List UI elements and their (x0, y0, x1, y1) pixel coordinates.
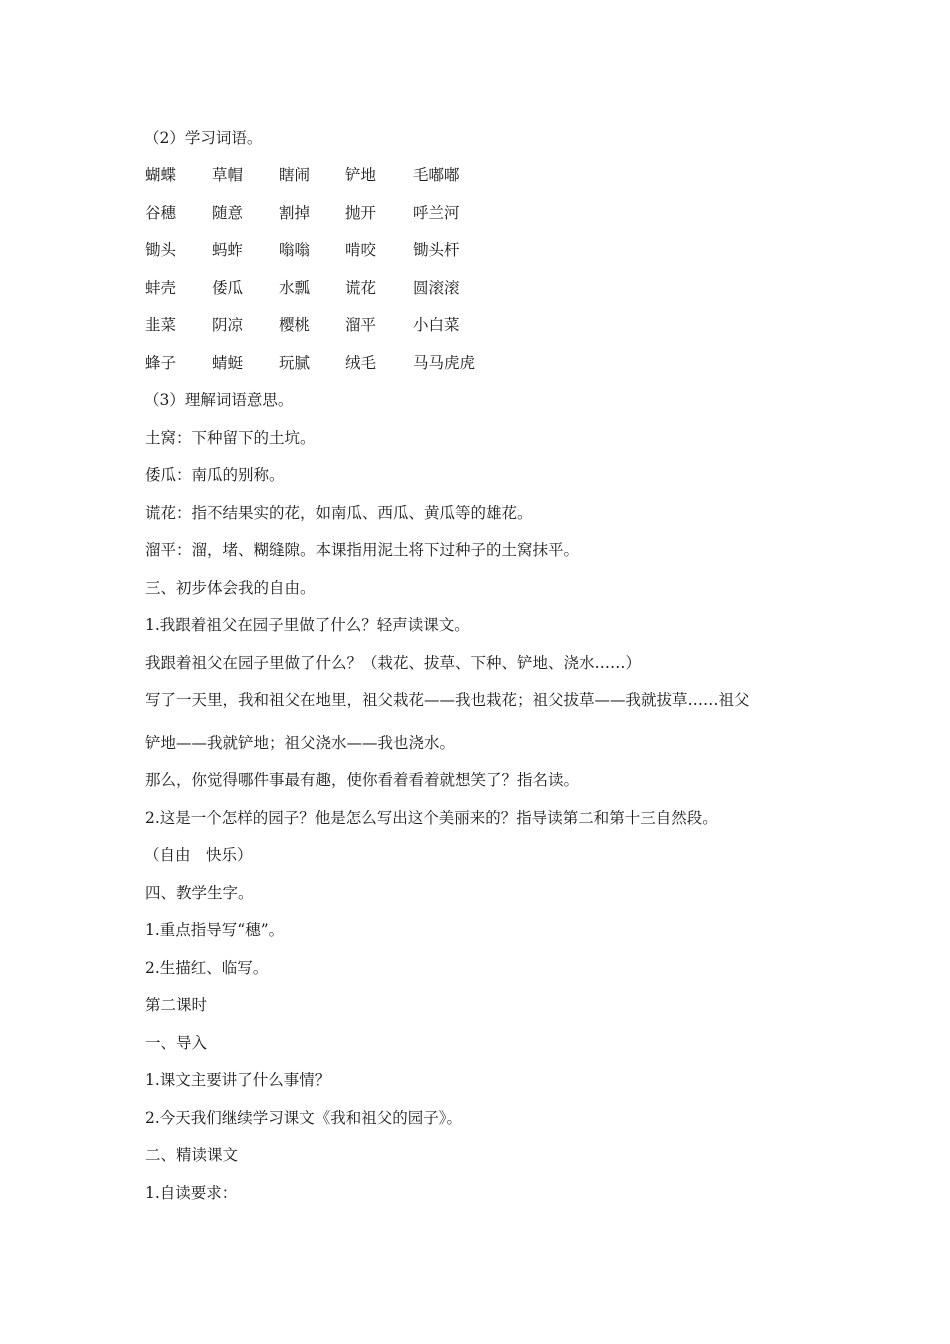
vocab-word: 铲地 (345, 166, 377, 184)
vocab-word: 阴凉 (212, 316, 244, 334)
vocab-word: 谎花 (345, 279, 377, 297)
section-heading: 二、精读课文 (145, 1146, 239, 1164)
definition-line: 溜平：溜，堵、糊缝隙。本课指用泥土将下过种子的土窝抹平。 (145, 541, 580, 559)
paragraph: 1.课文主要讲了什么事情？ (145, 1071, 331, 1089)
vocab-word: 圆滚滚 (413, 279, 460, 297)
vocab-word: 毛嘟嘟 (413, 166, 460, 184)
vocab-word: 瞎闹 (279, 166, 311, 184)
vocab-word: 韭菜 (145, 316, 177, 334)
vocab-word: 锄头杆 (413, 241, 460, 259)
paragraph: （自由 快乐） (144, 846, 253, 864)
vocab-word: 蜻蜓 (212, 354, 244, 372)
vocab-word: 马马虎虎 (413, 354, 476, 372)
paragraph: 2.今天我们继续学习课文《我和祖父的园子》。 (145, 1109, 463, 1127)
vocab-word: 玩腻 (279, 354, 311, 372)
vocab-word: 啃咬 (345, 241, 377, 259)
vocab-word: 蚂蚱 (212, 241, 244, 259)
vocab-word: 割掉 (279, 204, 311, 222)
paragraph: 写了一天里，我和祖父在地里，祖父栽花——我也栽花；祖父拔草——我就拔草……祖父 (145, 691, 750, 709)
vocab-word: 绒毛 (345, 354, 377, 372)
vocab-word: 水瓢 (279, 279, 311, 297)
vocab-word: 谷穗 (145, 204, 177, 222)
paragraph: 1.我跟着祖父在园子里做了什么？轻声读课文。 (145, 616, 470, 634)
vocab-word: 随意 (212, 204, 244, 222)
section-heading: 四、教学生字。 (145, 884, 254, 902)
definition-line: 倭瓜：南瓜的别称。 (145, 466, 285, 484)
paragraph: 1.自读要求： (145, 1184, 238, 1202)
vocab-word: 蚌壳 (145, 279, 177, 297)
paragraph: 铲地——我就铲地；祖父浇水——我也浇水。 (145, 734, 456, 752)
paragraph: 2.生描红、临写。 (145, 959, 269, 977)
vocab-word: 小白菜 (413, 316, 460, 334)
paragraph: 2.这是一个怎样的园子？他是怎么写出这个美丽来的？指导读第二和第十三自然段。 (145, 809, 718, 827)
vocab-word: 蜂子 (145, 354, 177, 372)
section-heading-learn-words: （2）学习词语。 (144, 129, 263, 147)
vocab-word: 嗡嗡 (279, 241, 311, 259)
paragraph: 那么，你觉得哪件事最有趣，使你看着看着就想笑了？指名读。 (145, 771, 580, 789)
definition-line: 土窝：下种留下的土坑。 (145, 429, 316, 447)
vocab-word: 锄头 (145, 241, 177, 259)
vocab-word: 倭瓜 (212, 279, 244, 297)
vocab-word: 樱桃 (279, 316, 311, 334)
vocab-word: 溜平 (345, 316, 377, 334)
section-heading: 三、初步体会我的自由。 (145, 579, 316, 597)
vocab-word: 抛开 (345, 204, 377, 222)
vocab-word: 蝴蝶 (145, 166, 177, 184)
definition-line: 谎花：指不结果实的花，如南瓜、西瓜、黄瓜等的雄花。 (145, 504, 533, 522)
lesson-heading: 第二课时 (145, 996, 208, 1014)
vocab-word: 呼兰河 (413, 204, 460, 222)
section-heading: 一、导入 (145, 1034, 208, 1052)
paragraph: 我跟着祖父在园子里做了什么？（栽花、拔草、下种、铲地、浇水……） (145, 654, 642, 672)
paragraph: 1.重点指导写“穗”。 (145, 921, 285, 939)
section-heading-word-meanings: （3）理解词语意思。 (144, 391, 294, 409)
vocab-word: 草帽 (212, 166, 244, 184)
